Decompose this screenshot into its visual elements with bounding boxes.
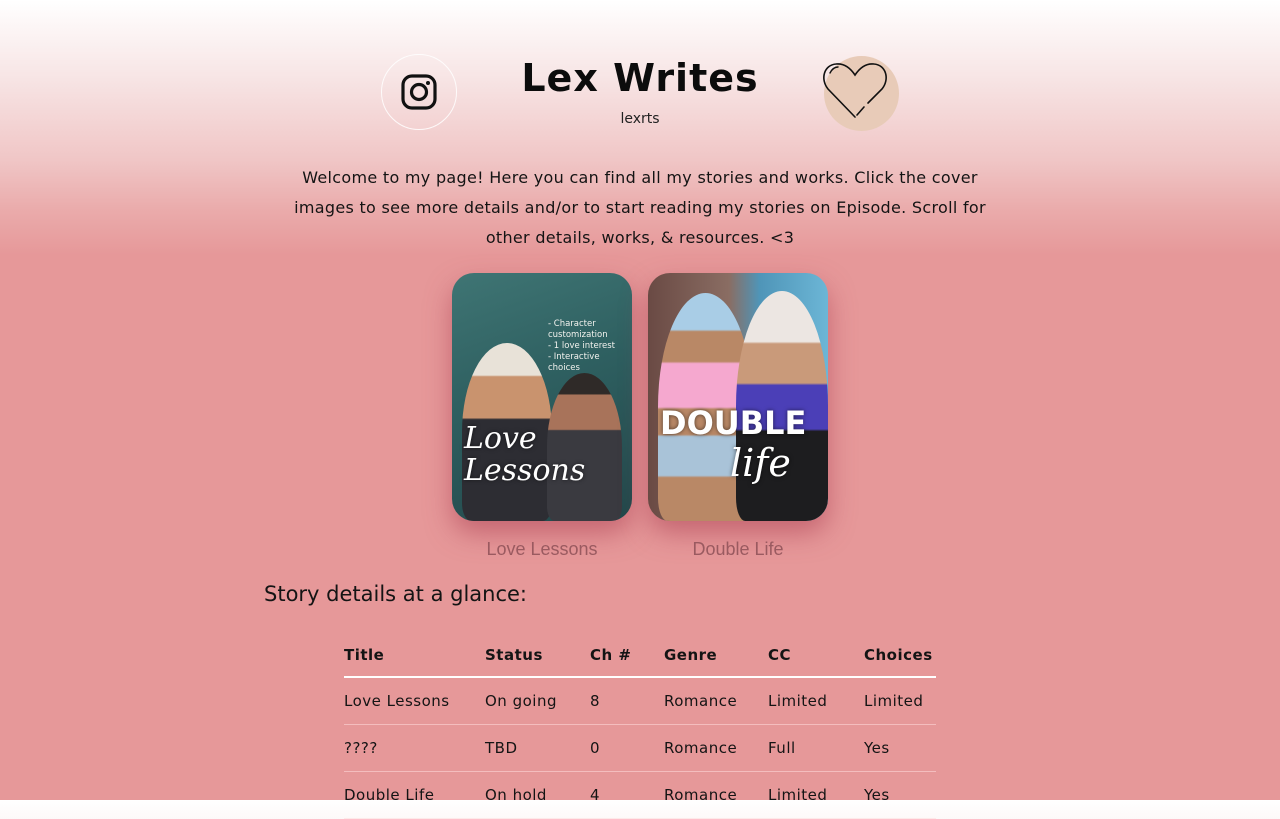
table-cell: Limited [768, 677, 864, 725]
table-row [344, 725, 936, 772]
table-cell: ???? [344, 725, 485, 772]
table-cell: 4 [590, 772, 664, 819]
table-row [344, 677, 936, 725]
table-row [344, 772, 936, 819]
cover-art-title-line: life [730, 441, 791, 485]
table-cell: Romance [664, 725, 768, 772]
chalk-line: - Character [548, 319, 596, 329]
heart-icon [820, 59, 890, 123]
table-header-row [344, 640, 936, 677]
column-header: Title [344, 640, 485, 677]
column-header: Genre [664, 640, 768, 677]
chalk-line: - 1 love interest [548, 341, 616, 351]
table-cell: Romance [664, 772, 768, 819]
intro-text: Welcome to my page! Here you can find all my stories and works. Click the cover images to see more details and/or to start reading my stories on Episode. Scroll for other details, works, & resources. <3 [294, 168, 986, 247]
table-cell: TBD [485, 725, 590, 772]
column-header: Ch # [590, 640, 664, 677]
column-header: CC [768, 640, 864, 677]
column-header: Choices [864, 640, 936, 677]
page-subtitle: lexrts [620, 111, 660, 127]
cover-art-title: Love Lessons [464, 421, 586, 488]
heart-link[interactable] [824, 56, 899, 131]
table-cell: 0 [590, 725, 664, 772]
page-header [0, 54, 1280, 134]
table-cell: Double Life [344, 772, 485, 819]
chalkboard-text [548, 319, 632, 374]
chalk-line: customization [548, 330, 608, 340]
table-cell: On going [485, 677, 590, 725]
cover-double-life[interactable] [648, 273, 828, 521]
story-details-table [344, 640, 936, 819]
column-header: Status [485, 640, 590, 677]
chalk-line: - Interactive choices [548, 352, 600, 373]
table-cell: Yes [864, 772, 936, 819]
cover-art-title [660, 403, 806, 483]
table-cell: On hold [485, 772, 590, 819]
page-title: Lex Writes [521, 56, 759, 100]
cover-art-title-line: DOUBLE [660, 404, 807, 442]
section-heading: Story details at a glance: [264, 582, 527, 606]
table-cell: Limited [768, 772, 864, 819]
cover-caption[interactable]: Love Lessons [486, 539, 598, 559]
table-cell: Yes [864, 725, 936, 772]
table-cell: Full [768, 725, 864, 772]
table-cell: 8 [590, 677, 664, 725]
cover-caption[interactable]: Double Life [692, 539, 784, 559]
table-cell: Love Lessons [344, 677, 485, 725]
table-cell: Limited [864, 677, 936, 725]
table-cell: Romance [664, 677, 768, 725]
cover-love-lessons[interactable] [452, 273, 632, 521]
